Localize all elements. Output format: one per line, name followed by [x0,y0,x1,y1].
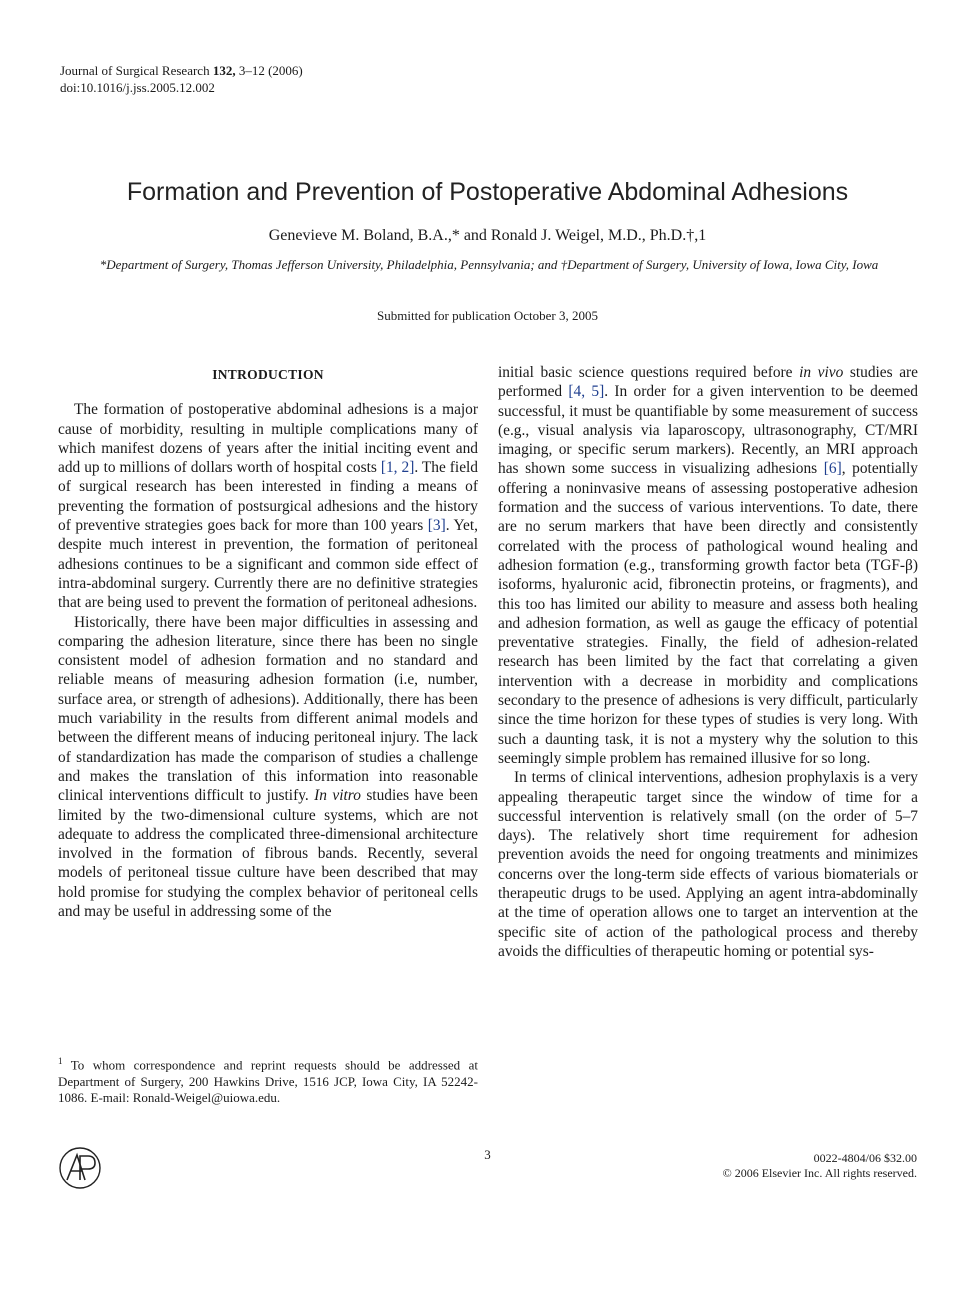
text-run: . Yet, despite much interest in prevention, the formation of peritoneal adhesions continues to be a significant and common side effect of intra-abdominal surgery. Currently there are no definitive strategies that are being used to prevent the formation of peritoneal adhesions. [58,517,479,612]
copyright [723,1151,917,1181]
text-run: . In order for a given intervention to be deemed successful, it must be quantifiable by some measurement of success (e.g., visual analysis via laparoscopy, ultrasonography, CT/MRI imaging, or specific serum markers). Recently, an MRI approach has shown some success in visualizing adhesions [498,383,918,478]
doi[interactable]: doi:10.1016/j.jss.2005.12.002 [60,80,215,95]
text-run: studies have been limited by the two-dimensional culture systems, which are not adequate to address the complicated three-dimensional architecture involved in the formation of fibrous bands. Recently, several models of peritoneal tissue culture have been described that may hold promise for studying the complex behavior of peritoneal cells and may be useful in addressing some of the [58,787,479,921]
copyright-notice: © 2006 Elsevier Inc. All rights reserved. [722,1166,917,1180]
journal-header [60,62,303,96]
citation-link[interactable]: [1, 2] [380,459,415,477]
citation-link[interactable]: [6] [823,460,842,478]
submitted-date: Submitted for publication October 3, 2005 [377,308,598,323]
footnote [58,1053,478,1107]
section-heading: INTRODUCTION [212,367,324,382]
footnote-text: To whom correspondence and reprint requests should be addressed at Department of Surgery, 200 Hawkins Drive, 1516 JCP, Iowa City, IA 52242-1086. E-mail: Ronald-Weigel@uiowa.edu. [58,1057,478,1106]
italic-term: in vivo [799,364,844,381]
issn-price: 0022-4804/06 $32.00 [813,1151,917,1165]
text-run: studies are performed [498,364,918,401]
left-column [58,363,478,921]
paragraph [498,363,918,768]
text-run: , potentially offering a noninvasive means of assessing postoperative adhesion formation and the success of various interventions. To date, there are no serum markers that have been directly and consistently correlated with the process of pathological wound healing and adhesion formation (e.g., transforming growth factor beta (TGF-β) isoforms, hyaluronic acid, fibronectin proteins, or fragments), and this too has limited our ability to measure and assess both healing and adhesion formation, as well as gauge the efficacy of potential preventative strategies. Finally, the field of adhesion-related research has been limited by the fact that correlating a given intervention with a decrease in morbidity and complications secondary to the presence of adhesions is very difficult, particularly since the time horizon for these types of studies is very long. With such a daunting task, it is not a mystery why the solution to this seemingly simple problem has remained illusive for so long. [498,460,918,767]
citation-link[interactable]: [4, 5] [568,383,605,401]
text-run: The formation of postoperative abdominal adhesions is a major cause of morbidity, resulting in multiple complications many of which manifest dozens of years after the initial inciting event and add up to millions of dollars worth of hospital costs [58,401,478,477]
text-run: Historically, there have been major difficulties in assessing and comparing the adhesion literature, since there has been no single consistent model of adhesion formation and no standard and reliable means of measuring adhesion formation (i.e, number, surface area, or strength of adhesions). Additionally, there has been much variability in the results from different animal models and between the different means of inducing peritoneal injury. The lack of standardization has made the comparison of studies a challenge and makes the translation of this information into reasonable clinical interventions difficult to justify. [58,613,478,805]
paragraph [58,613,478,922]
paragraph [58,400,478,612]
journal-volume: 132, [212,63,236,78]
italic-term: In vitro [314,787,361,805]
right-column [498,363,918,961]
article-title: Formation and Prevention of Postoperative Abdominal Adhesions [126,178,849,206]
page-number: 3 [484,1147,491,1162]
affiliation: *Department of Surgery, Thomas Jefferson University, Philadelphia, Pennsylvania; and †Department of Surgery, University of Iowa, Iowa City, Iowa [99,257,879,272]
citation-link[interactable]: [3] [427,517,446,535]
authors: Genevieve M. Boland, B.A.,* and Ronald J. Weigel, M.D., Ph.D.†,1 [268,227,707,244]
footnote-mark: 1 [58,1056,63,1066]
journal-pages-year: 3–12 (2006) [235,63,303,78]
journal-name: Journal of Surgical Research [60,63,213,78]
journal-citation [60,62,303,79]
text-run: . The field of surgical research has been interested in finding a means of preventing the formation of postsurgical adhesions and the history of preventive strategies goes back for more than 100 years [58,459,478,535]
text-run: initial basic science questions required before [498,364,800,381]
paragraph: In terms of clinical interventions, adhesion prophylaxis is a very appealing therapeutic target since the window of time for a successful intervention is relatively small (on the order of 5–7 days). The relatively short time requirement for adhesion prevention avoids the need for ongoing treatments and minimizes concerns over the long-term side effects of various biomaterials or therapeutic drugs to be used. Applying an agent intra-abdominally at the time of operation allows one to target an intervention at the specific site of action of the pathological process and thereby avoids the difficulties of therapeutic homing or potential sys- [498,769,918,960]
